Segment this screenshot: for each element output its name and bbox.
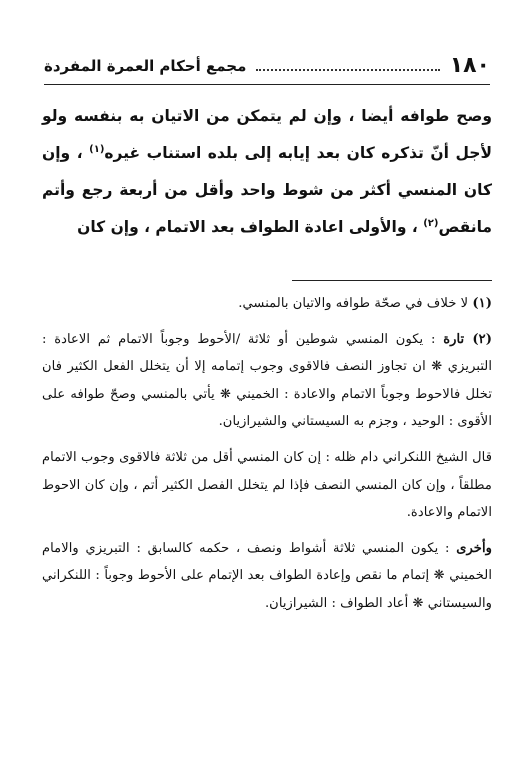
page-number: ١٨٠ [449,53,490,78]
footnote-2 [42,326,492,436]
book-title: مجمع أحكام العمرة المفردة [44,57,247,75]
footnote-reference-2: (٢) [423,217,439,229]
footnote-1 [42,290,492,318]
footnote-2-number: (٢) [472,331,492,347]
footnote-paragraph-lankarani-text: قال الشيخ اللنكراني دام ظله : إن كان المنسي أقل من ثلاثة فالاقوى وجوب الاتمام مطلقاً ، وإن كان المنسي النصف فإذا لم يتخلل الفصل الكثير أتم ، وإن كان الاحوط الاتمام والاعادة. [42,449,492,521]
main-text-part-3: ، والأولى اعادة الطواف بعد الاتمام ، وإن كان [77,218,424,236]
page-header [44,52,490,80]
footnotes-section [42,290,492,618]
footnote-paragraph-other-case-text: : يكون المنسي ثلاثة أشواط ونصف ، حكمه كالسابق : التبريزي والامام الخميني ❋ إتمام ما نقص وإعادة الطواف بعد الإتمام على الأحوط وجوباً : اللنكراني والسيستاني ❋ أعاد الطواف : الشيرازيان. [42,540,492,611]
header-dotted-leader [256,69,439,71]
footnote-1-text: لا خلاف في صحّة طوافه والاتيان بالمنسي. [238,296,473,311]
main-text-part-2: ، وإن كان المنسي أكثر من شوط واحد وأقل من أربعة رجع وأتم مانقص [42,144,492,236]
main-body-text [42,98,492,246]
footnote-paragraph-lankarani [42,444,492,527]
main-text-part-1: وصح طوافه أيضا ، وإن لم يتمكن من الاتيان به بنفسه ولو لأجل أنّ تذكره كان بعد إيابه إلى بلده استناب غيره [42,107,493,162]
footnote-2-lead: تارة [443,331,473,347]
footnote-reference-1: (١) [89,143,105,155]
header-divider [44,84,490,85]
footnote-1-number: (١) [472,296,492,311]
footnote-2-text: : يكون المنسي شوطين أو ثلاثة /الأحوط وجوباً الاتمام ثم الاعادة : التبريزي ❋ ان تجاوز النصف فالاقوى وجوب إتمامه إلا أن يتخلل الفعل الكثير فان تخلل فالاحوط وجوباً الاتمام والاعادة : الخميني ❋ يأتي بالمنسي وصحّ طوافه على الأقوى : الوحيد ، وجزم به السيستاني والشيرازيان. [42,331,492,430]
footnote-paragraph-other-case-lead: وأخرى [456,540,492,556]
footnote-paragraph-other-case [42,535,492,618]
footnote-divider [292,280,492,281]
